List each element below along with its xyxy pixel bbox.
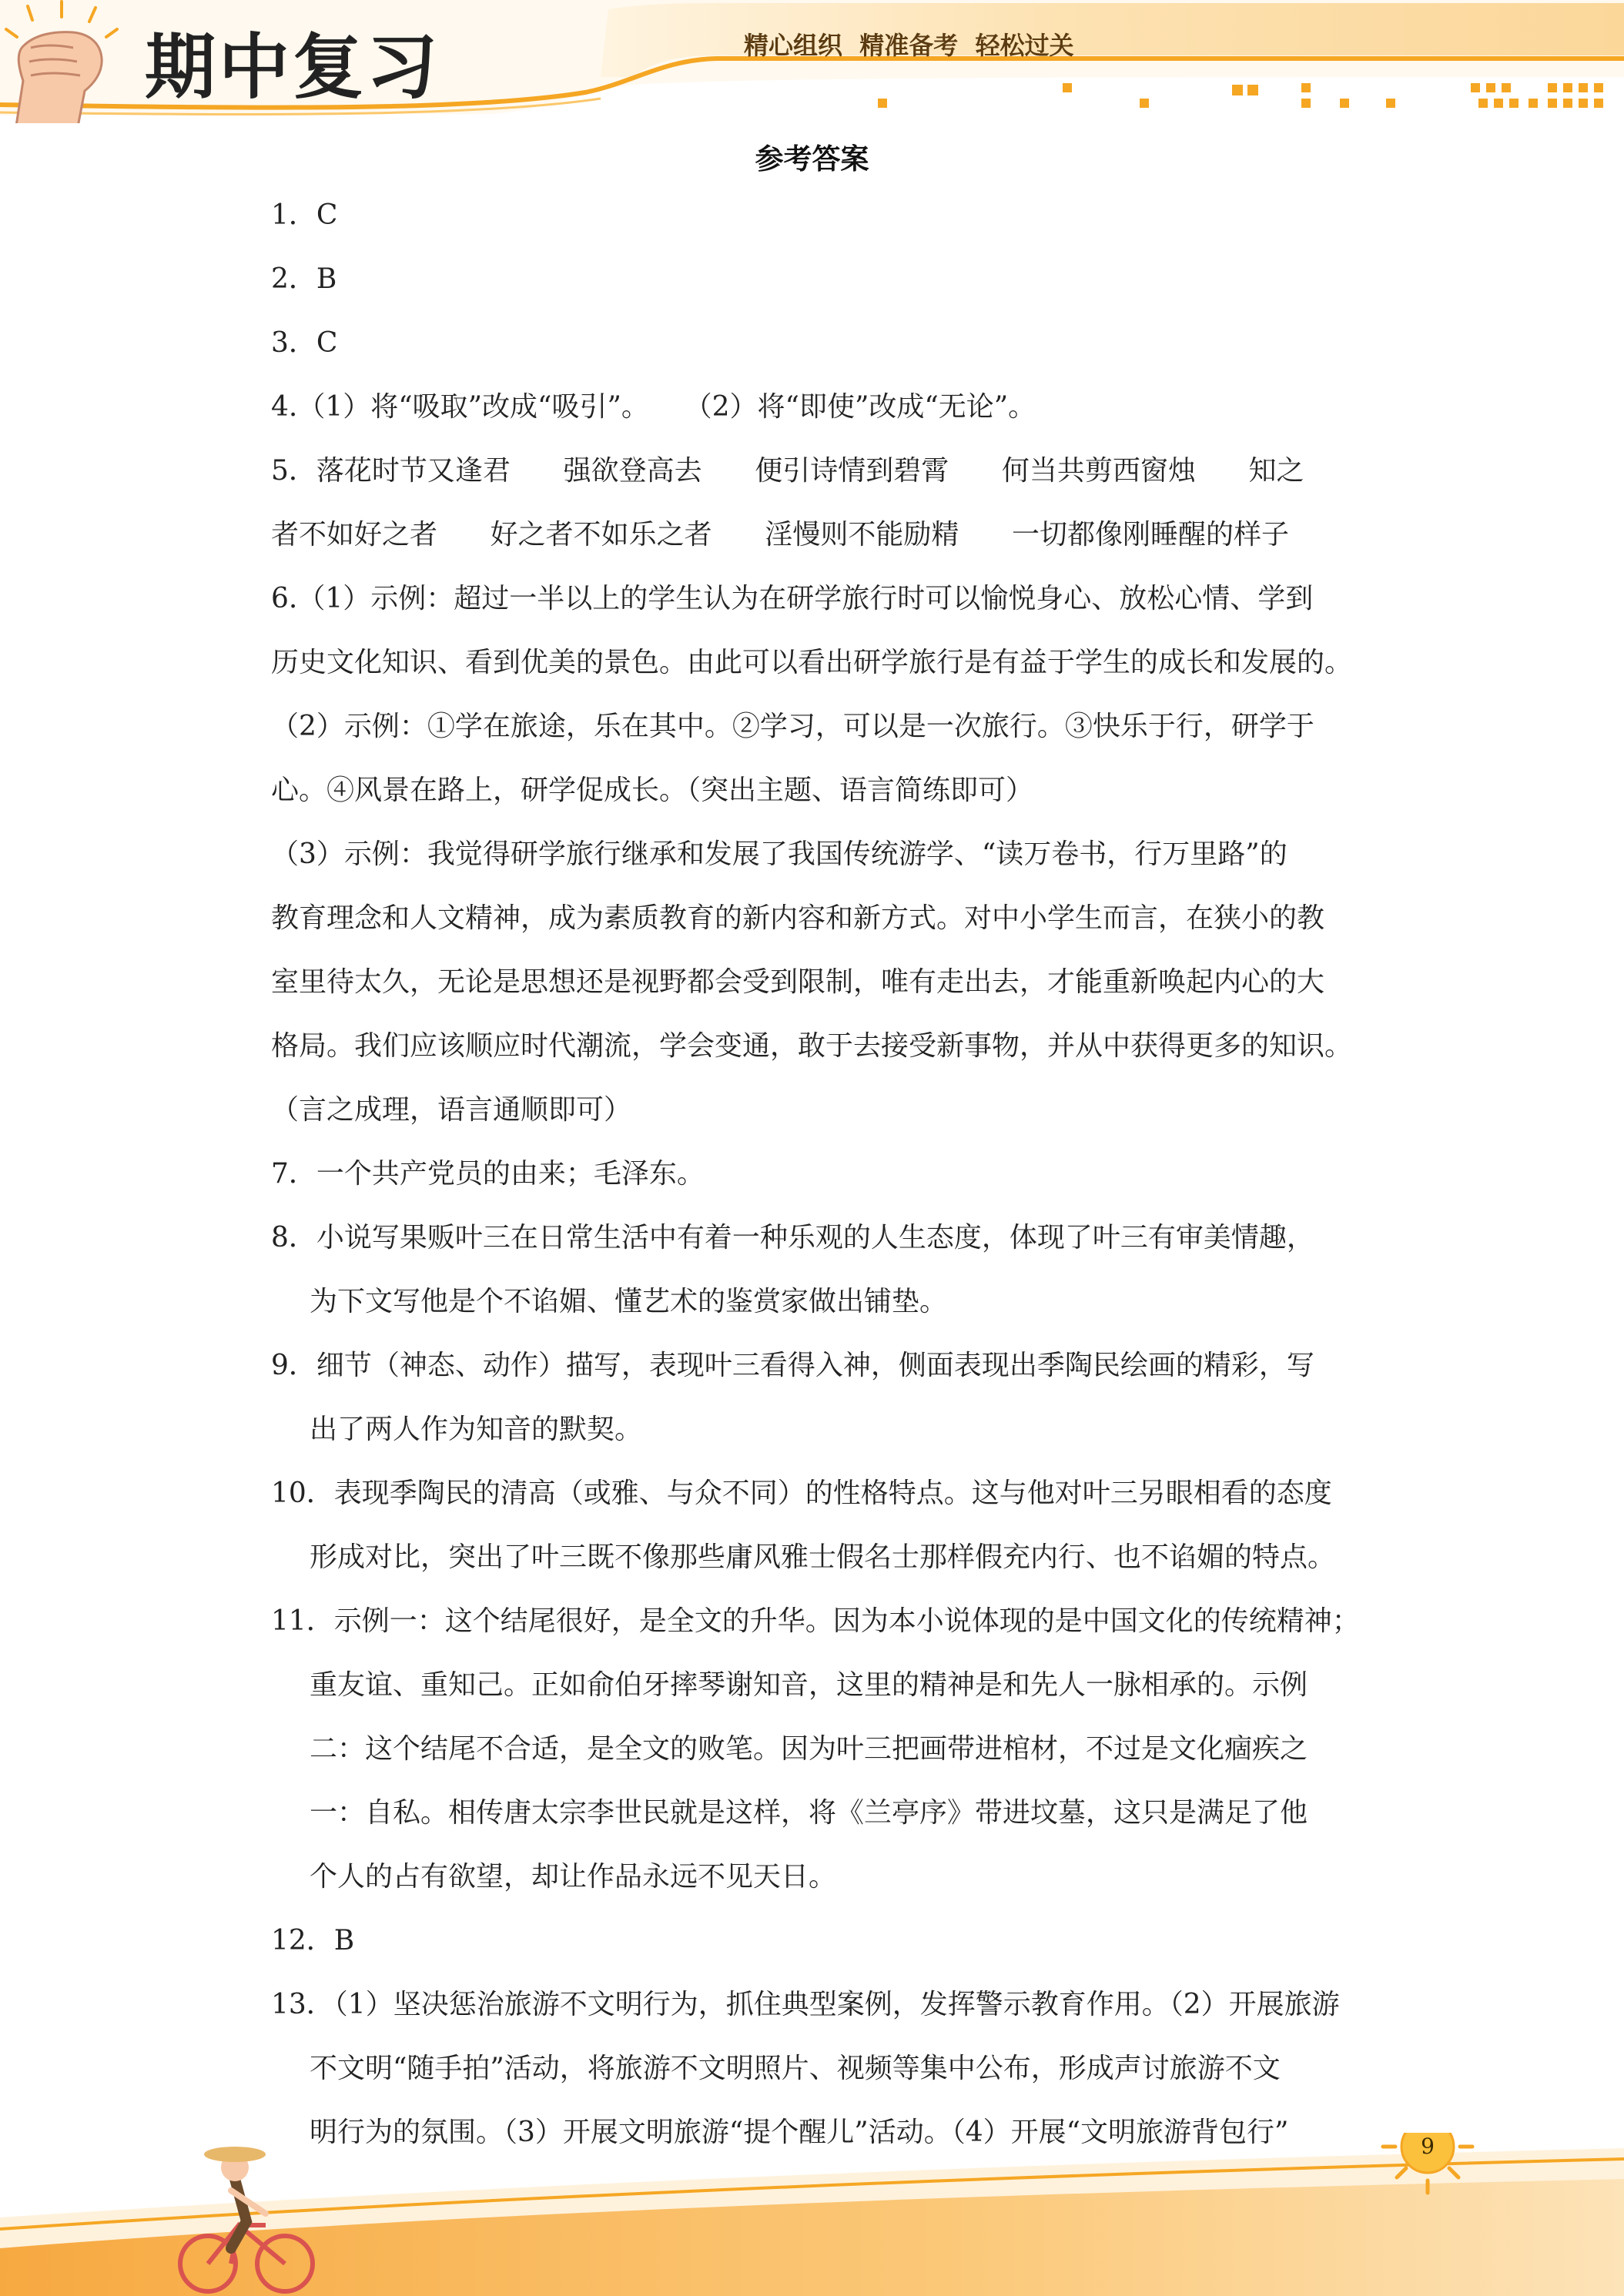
answer-line-2: 2．B <box>271 263 337 295</box>
answer-line-13-cont-a: 不文明“随手拍”活动，将旅游不文明照片、视频等集中公布，形成声讨旅游不文 <box>310 2053 1281 2084</box>
answer-line-11-cont-a: 重友谊、重知己。正如俞伯牙摔琴谢知音，这里的精神是和先人一脉相承的。示例 <box>310 1669 1308 1701</box>
answer-line-11-cont-b: 二：这个结尾不合适，是全文的败笔。因为叶三把画带进棺材，不过是文化痼疾之 <box>310 1733 1308 1765</box>
document-title: 参考答案 <box>755 142 869 176</box>
header-dots-decoration <box>878 83 1603 108</box>
answer-line-11: 11．示例一：这个结尾很好，是全文的升华。因为本小说体现的是中国文化的传统精神； <box>271 1605 1360 1637</box>
answer-line-11-cont-d: 个人的占有欲望，却让作品永远不见天日。 <box>310 1861 837 1893</box>
answer-line-11-cont-c: 一：自私。相传唐太宗李世民就是这样，将《兰亭序》带进坟墓，这只是满足了他 <box>310 1797 1308 1829</box>
answer-line-10: 10．表现季陶民的清高（或雅、与众不同）的性格特点。这与他对叶三另眼相看的态度 <box>271 1478 1332 1509</box>
header-title: 期中复习 <box>145 26 441 109</box>
answer-line-8-cont: 为下文写他是个不谄媚、懂艺术的鉴赏家做出铺垫。 <box>310 1286 948 1317</box>
answer-line-6-3: （3）示例：我觉得研学旅行继承和发展了我国传统游学、“读万卷书，行万里路”的 <box>271 838 1287 870</box>
answer-line-6-3-cont-b: 室里待太久，无论是思想还是视野都会受到限制，唯有走出去，才能重新唤起内心的大 <box>271 966 1325 998</box>
answer-line-4: 4.（1）将“吸取”改成“吸引”。 （2）将“即使”改成“无论”。 <box>271 391 1036 423</box>
answer-line-10-cont: 形成对比，突出了叶三既不像那些庸风雅士假名士那样假充内行、也不谄媚的特点。 <box>310 1541 1336 1573</box>
answer-line-6-cont: 历史文化知识、看到优美的景色。由此可以看出研学旅行是有益于学生的成长和发展的。 <box>271 647 1353 678</box>
header-slogan: 精心组织 精准备考 轻松过关 <box>744 31 1074 60</box>
answer-line-3: 3．C <box>271 327 338 359</box>
answer-line-6-3-cont-c: 格局。我们应该顺应时代潮流，学会变通，敢于去接受新事物，并从中获得更多的知识。 <box>271 1030 1353 1062</box>
answer-line-6-2-cont: 心。④风景在路上，研学促成长。（突出主题、语言简练即可） <box>271 775 1034 806</box>
answer-line-6-2: （2）示例：①学在旅途，乐在其中。②学习，可以是一次旅行。③快乐于行，研学于 <box>271 711 1314 742</box>
answer-line-8: 8．小说写果贩叶三在日常生活中有着一种乐观的人生态度，体现了叶三有审美情趣， <box>271 1222 1314 1253</box>
footer-banner-graphic <box>0 2133 1624 2296</box>
answer-line-5: 5．落花时节又逢君 强欲登高去 便引诗情到碧霄 何当共剪西窗烛 知之 <box>271 455 1304 487</box>
answer-line-6: 6.（1）示例：超过一半以上的学生认为在研学旅行时可以愉悦身心、放松心情、学到 <box>271 583 1314 614</box>
answer-line-6-3-cont-a: 教育理念和人文精神，成为素质教育的新内容和新方式。对中小学生而言，在狭小的教 <box>271 902 1325 934</box>
answer-line-7: 7．一个共产党员的由来；毛泽东。 <box>271 1158 705 1190</box>
answer-line-9: 9．细节（神态、动作）描写，表现叶三看得入神，侧面表现出季陶民绘画的精彩，写 <box>271 1350 1314 1381</box>
answer-line-6-3-cont-d: （言之成理，语言通顺即可） <box>271 1094 632 1126</box>
answer-line-9-cont: 出了两人作为知音的默契。 <box>310 1414 643 1445</box>
answer-line-13: 13．（1）坚决惩治旅游不文明行为，抓住典型案例，发挥警示教育作用。（2）开展旅游 <box>271 1989 1340 2020</box>
page-header <box>0 0 1624 123</box>
answer-line-1: 1．C <box>271 199 338 231</box>
answer-line-5-cont: 者不如好之者 好之者不如乐之者 淫慢则不能励精 一切都像刚睡醒的样子 <box>271 519 1289 551</box>
page-number: 9 <box>1421 2134 1435 2159</box>
answer-line-12: 12．B <box>271 1925 355 1956</box>
answer-line-13-cont-b: 明行为的氛围。（3）开展文明旅游“提个醒儿”活动。（4）开展“文明旅游背包行” <box>310 2117 1289 2148</box>
page-footer <box>0 2133 1624 2296</box>
